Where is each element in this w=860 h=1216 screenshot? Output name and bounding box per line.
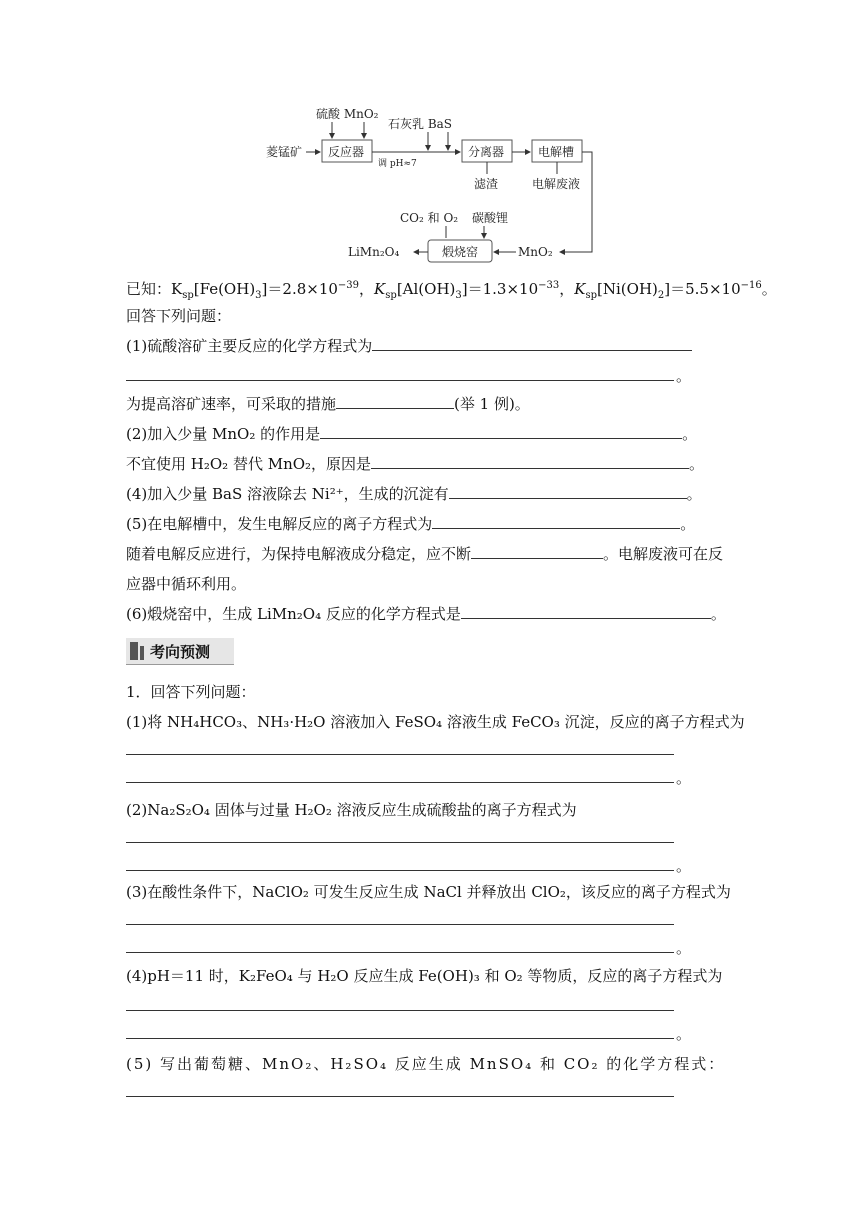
section-title: 考向预测 xyxy=(150,643,211,661)
answer-blank[interactable] xyxy=(336,394,454,409)
question-1b: 为提高溶矿速率，可采取的措施 (举 1 例)。 xyxy=(126,395,530,413)
answer-blank[interactable] xyxy=(320,424,682,439)
ph-label: 调 pH≈7 xyxy=(378,159,417,169)
answer-line[interactable] xyxy=(126,924,674,925)
reactor-box: 反应器 xyxy=(328,145,365,159)
question-5b: 随着电解反应进行，为保持电解液成分稳定，应不断 。电解废液可在反 xyxy=(126,545,724,563)
practice-intro: 1．回答下列问题： xyxy=(126,683,256,701)
question-5c: 应器中循环利用。 xyxy=(126,575,247,593)
known-constants: 已知：$K_{sp}[Fe(OH)_3]=2.8\times 10^{-39}$，$K_{sp}[Al(OH)_3]=1.3\times 10^{-33}$，$K_{sp}[Ni(OH)_2]=5.5\times 10^{-16}$。 xyxy=(126,280,777,301)
answer-line[interactable] xyxy=(126,952,674,953)
answer-line[interactable] xyxy=(126,1010,674,1011)
answer-line[interactable] xyxy=(126,782,674,783)
answer-line[interactable] xyxy=(126,1038,674,1039)
practice-5: (5) 写出葡萄糖、MnO₂、H₂SO₄ 反应生成 MnSO₄ 和 CO₂ 的化学方程式： xyxy=(126,1055,726,1073)
practice-3: (3)在酸性条件下，NaClO₂ 可发生反应生成 NaCl 并释放出 ClO₂，该反应的离子方程式为 xyxy=(126,883,731,901)
answer-line[interactable] xyxy=(126,380,674,381)
answer-blank[interactable] xyxy=(461,604,711,619)
answer-blank[interactable] xyxy=(449,484,687,499)
waste-label: 电解废液 xyxy=(532,177,581,191)
section-header xyxy=(126,638,234,665)
products-label: CO₂ 和 O₂ xyxy=(400,211,459,225)
mno2-label: MnO₂ xyxy=(518,245,553,259)
answer-blank[interactable] xyxy=(371,454,689,469)
question-6: (6)煅烧窑中，生成 LiMn₂O₄ 反应的化学方程式是 。 xyxy=(126,605,726,623)
section-marker-icon xyxy=(130,642,138,660)
practice-1: (1)将 NH₄HCO₃、NH₃·H₂O 溶液加入 FeSO₄ 溶液生成 FeCO₃ 沉淀，反应的离子方程式为 xyxy=(126,713,745,731)
acid-mno2-label: 硫酸 MnO₂ xyxy=(316,107,379,121)
li2co3-label: 碳酸锂 xyxy=(472,211,509,225)
answer-line[interactable] xyxy=(126,870,674,871)
answer-line[interactable] xyxy=(126,842,674,843)
limn2o4-label: LiMn₂O₄ xyxy=(348,245,400,259)
answer-blank[interactable] xyxy=(372,336,692,351)
question-2b: 不宜使用 H₂O₂ 替代 MnO₂，原因是 。 xyxy=(126,455,705,473)
kiln-box: 煅烧窑 xyxy=(442,245,479,259)
residue-label: 滤渣 xyxy=(474,177,499,191)
cell-box: 电解槽 xyxy=(538,145,575,159)
answer-prompt: 回答下列问题： xyxy=(126,307,232,325)
practice-4: (4)pH＝11 时，K₂FeO₄ 与 H₂O 反应生成 Fe(OH)₃ 和 O₂ 等物质，反应的离子方程式为 xyxy=(126,967,723,985)
answer-blank[interactable] xyxy=(471,544,603,559)
answer-line[interactable] xyxy=(126,754,674,755)
answer-blank[interactable] xyxy=(432,514,680,529)
question-5: (5)在电解槽中，发生电解反应的离子方程式为 。 xyxy=(126,515,696,533)
question-1: (1)硫酸溶矿主要反应的化学方程式为 xyxy=(126,336,692,356)
separator-box: 分离器 xyxy=(468,145,505,159)
lime-bas-label: 石灰乳 BaS xyxy=(388,117,453,131)
ore-label: 菱锰矿 xyxy=(266,145,303,159)
question-2: (2)加入少量 MnO₂ 的作用是 。 xyxy=(126,425,698,443)
process-flow-diagram xyxy=(260,100,620,270)
question-4: (4)加入少量 BaS 溶液除去 Ni²⁺，生成的沉淀有 。 xyxy=(126,485,702,503)
answer-line[interactable] xyxy=(126,1096,674,1097)
practice-2: (2)Na₂S₂O₄ 固体与过量 H₂O₂ 溶液反应生成硫酸盐的离子方程式为 xyxy=(126,801,577,819)
